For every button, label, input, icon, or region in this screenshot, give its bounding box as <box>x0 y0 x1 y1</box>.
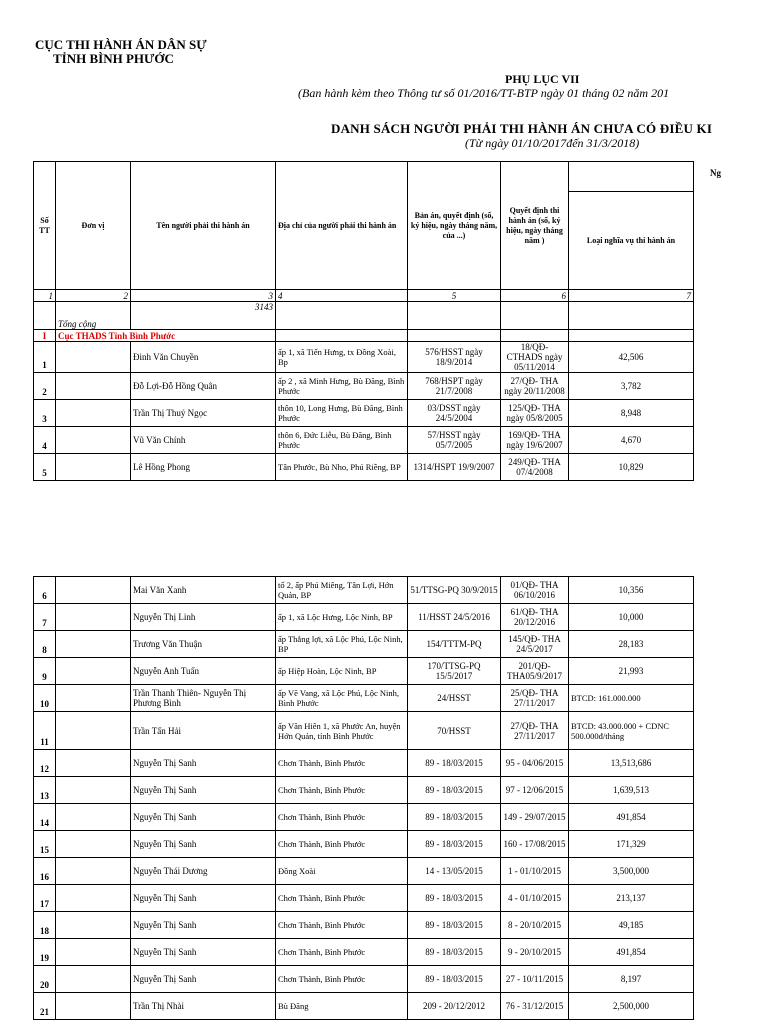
row-amount: 491,854 <box>569 939 694 966</box>
row-unit <box>56 631 131 658</box>
total-empty <box>276 302 408 330</box>
row-amount: 3,782 <box>569 373 694 400</box>
col-header-decision: Quyết định thi hành án (số, ký hiệu, ngày tháng năm ) <box>501 162 569 290</box>
row-unit <box>56 658 131 685</box>
row-unit <box>56 427 131 454</box>
row-judgment: 89 - 18/03/2015 <box>408 885 501 912</box>
row-decision: 27 - 10/11/2015 <box>501 966 569 993</box>
row-decision: 169/QĐ- THA ngày 19/6/2007 <box>501 427 569 454</box>
row-judgment: 89 - 18/03/2015 <box>408 939 501 966</box>
table-row <box>34 993 694 1020</box>
row-unit <box>56 885 131 912</box>
row-judgment: 89 - 18/03/2015 <box>408 966 501 993</box>
table-row <box>34 804 694 831</box>
row-stt: 17 <box>34 885 56 912</box>
row-decision: 61/QĐ- THA 20/12/2016 <box>501 604 569 631</box>
row-name: Nguyễn Thị Sanh <box>131 831 276 858</box>
appendix-issued-note: (Ban hành kèm theo Thông tư số 01/2016/TT-BTP ngày 01 tháng 02 năm 201 <box>298 86 670 100</box>
row-address: Chơn Thành, Bình Phước <box>276 939 408 966</box>
row-stt: 11 <box>34 712 56 750</box>
header-ng-fragment: Ng <box>710 168 721 178</box>
group-empty <box>569 330 694 342</box>
row-judgment: 03/DSST ngày 24/5/2004 <box>408 400 501 427</box>
col-number: 5 <box>408 290 501 302</box>
row-name: Trần Thị Nhài <box>131 993 276 1020</box>
row-amount: 8,948 <box>569 400 694 427</box>
row-decision: 9 - 20/10/2015 <box>501 939 569 966</box>
row-judgment: 768/HSPT ngày 21/7/2008 <box>408 373 501 400</box>
table-row <box>34 427 694 454</box>
row-name: Trần Thanh Thiên- Nguyễn Thị Phương Bình <box>131 685 276 712</box>
row-unit <box>56 342 131 373</box>
table-row <box>34 631 694 658</box>
row-decision: 149 - 29/07/2015 <box>501 804 569 831</box>
row-stt: 1 <box>34 342 56 373</box>
col-header-unit: Đơn vị <box>56 162 131 290</box>
row-decision: 76 - 31/12/2015 <box>501 993 569 1020</box>
row-amount: BTCD: 161.000.000 <box>569 685 694 712</box>
row-address: Chơn Thành, Bình Phước <box>276 966 408 993</box>
agency-name <box>35 38 207 66</box>
row-name: Nguyễn Anh Tuấn <box>131 658 276 685</box>
appendix-title: PHỤ LỤC VII <box>505 72 580 86</box>
col-number: 6 <box>501 290 569 302</box>
row-stt: 9 <box>34 658 56 685</box>
row-name: Nguyễn Thị Sanh <box>131 804 276 831</box>
row-amount: 28,183 <box>569 631 694 658</box>
table-row <box>34 912 694 939</box>
row-stt: 18 <box>34 912 56 939</box>
total-empty <box>569 302 694 330</box>
row-unit <box>56 577 131 604</box>
header-top-row <box>34 162 694 192</box>
row-unit <box>56 685 131 712</box>
row-decision: 145/QĐ- THA 24/5/2017 <box>501 631 569 658</box>
row-amount: 13,513,686 <box>569 750 694 777</box>
row-address: Chơn Thành, Bình Phước <box>276 831 408 858</box>
row-stt: 5 <box>34 454 56 481</box>
row-stt: 8 <box>34 631 56 658</box>
row-judgment: 70/HSST <box>408 712 501 750</box>
row-address: Chơn Thành, Bình Phước <box>276 885 408 912</box>
row-address: Chơn Thành, Bình Phước <box>276 750 408 777</box>
row-amount: 10,829 <box>569 454 694 481</box>
row-name: Nguyễn Thị Sanh <box>131 750 276 777</box>
row-name: Trần Thị Thuý Ngọc <box>131 400 276 427</box>
row-unit <box>56 831 131 858</box>
row-address: Chơn Thành, Bình Phước <box>276 777 408 804</box>
row-decision: 01/QĐ- THA 06/10/2016 <box>501 577 569 604</box>
row-judgment: 57/HSST ngày 05/7/2005 <box>408 427 501 454</box>
row-amount: 10,356 <box>569 577 694 604</box>
table-row <box>34 400 694 427</box>
table-row <box>34 885 694 912</box>
group-row <box>34 330 694 342</box>
agency-line-2: TỈNH BÌNH PHƯỚC <box>53 51 174 66</box>
table-row <box>34 966 694 993</box>
row-decision: 95 - 04/06/2015 <box>501 750 569 777</box>
row-amount: 213,137 <box>569 885 694 912</box>
column-number-row <box>34 290 694 302</box>
table-row <box>34 858 694 885</box>
row-address: ấp 1, xã Lộc Hưng, Lộc Ninh, BP <box>276 604 408 631</box>
row-decision: 1 - 01/10/2015 <box>501 858 569 885</box>
row-decision: 97 - 12/06/2015 <box>501 777 569 804</box>
group-empty <box>408 330 501 342</box>
row-stt: 6 <box>34 577 56 604</box>
row-stt: 21 <box>34 993 56 1020</box>
debtor-table-bottom <box>33 576 694 1020</box>
row-stt: 4 <box>34 427 56 454</box>
row-amount: 21,993 <box>569 658 694 685</box>
row-unit <box>56 373 131 400</box>
table-row <box>34 939 694 966</box>
table-row <box>34 831 694 858</box>
row-judgment: 170/TTSG-PQ 15/5/2017 <box>408 658 501 685</box>
row-stt: 3 <box>34 400 56 427</box>
row-stt: 19 <box>34 939 56 966</box>
row-unit <box>56 454 131 481</box>
total-empty <box>501 302 569 330</box>
group-index: I <box>34 330 56 342</box>
row-address: ấp 1, xã Tiến Hưng, tx Đồng Xoài, Bp <box>276 342 408 373</box>
row-judgment: 154/TTTM-PQ <box>408 631 501 658</box>
col-header-obligation: Loại nghĩa vụ thi hành án <box>569 192 694 290</box>
row-name: Nguyễn Thị Sanh <box>131 777 276 804</box>
row-unit <box>56 712 131 750</box>
col-number: 1 <box>34 290 56 302</box>
row-decision: 27/QĐ- THA 27/11/2017 <box>501 712 569 750</box>
row-name: Nguyễn Thị Linh <box>131 604 276 631</box>
row-stt: 14 <box>34 804 56 831</box>
row-judgment: 209 - 20/12/2012 <box>408 993 501 1020</box>
table-row <box>34 342 694 373</box>
row-address: Tân Phước, Bù Nho, Phú Riềng, BP <box>276 454 408 481</box>
group-empty <box>276 330 408 342</box>
row-judgment: 89 - 18/03/2015 <box>408 831 501 858</box>
col-number: 2 <box>56 290 131 302</box>
col-number: 3 <box>131 290 276 302</box>
row-amount: 3,500,000 <box>569 858 694 885</box>
row-unit <box>56 966 131 993</box>
row-stt: 10 <box>34 685 56 712</box>
table-row <box>34 658 694 685</box>
col-header-stt: Số TT <box>34 162 56 290</box>
row-name: Nguyễn Thị Sanh <box>131 885 276 912</box>
col-number: 7 <box>569 290 694 302</box>
row-decision: 125/QĐ- THA ngày 05/8/2005 <box>501 400 569 427</box>
total-row <box>34 302 694 330</box>
row-unit <box>56 400 131 427</box>
row-amount: 491,854 <box>569 804 694 831</box>
row-amount: 1,639,513 <box>569 777 694 804</box>
row-stt: 12 <box>34 750 56 777</box>
row-amount: 171,329 <box>569 831 694 858</box>
total-stt-cell <box>34 302 56 330</box>
row-decision: 27/QĐ- THA ngày 20/11/2008 <box>501 373 569 400</box>
row-amount: 8,197 <box>569 966 694 993</box>
row-name: Lê Hồng Phong <box>131 454 276 481</box>
row-address: ấp Thắng lợi, xã Lộc Phú, Lộc Ninh, BP <box>276 631 408 658</box>
row-judgment: 1314/HSPT 19/9/2007 <box>408 454 501 481</box>
document-title: DANH SÁCH NGƯỜI PHẢI THI HÀNH ÁN CHƯA CÓ ĐIỀU KI <box>331 121 713 136</box>
row-judgment: 89 - 18/03/2015 <box>408 777 501 804</box>
row-address: thôn 10, Long Hưng, Bù Đăng, Bình Phước <box>276 400 408 427</box>
col-header-group <box>569 162 694 192</box>
row-name: Đinh Văn Chuyền <box>131 342 276 373</box>
total-empty <box>408 302 501 330</box>
total-label: Tổng cộng <box>56 302 131 330</box>
row-stt: 7 <box>34 604 56 631</box>
row-address: Chơn Thành, Bình Phước <box>276 804 408 831</box>
row-name: Nguyễn Thị Sanh <box>131 939 276 966</box>
row-name: Trần Tấn Hải <box>131 712 276 750</box>
row-name: Nguyễn Thái Dương <box>131 858 276 885</box>
row-address: ấp Văn Hiên 1, xã Phước An, huyện Hớn Quản, tỉnh Bình Phước <box>276 712 408 750</box>
col-number: 4 <box>276 290 408 302</box>
row-address: ấp Vẽ Vang, xã Lộc Phú, Lộc Ninh, Bình Phước <box>276 685 408 712</box>
row-unit <box>56 750 131 777</box>
table-row <box>34 373 694 400</box>
group-empty <box>501 330 569 342</box>
row-amount: 4,670 <box>569 427 694 454</box>
table-row <box>34 712 694 750</box>
row-stt: 15 <box>34 831 56 858</box>
row-decision: 8 - 20/10/2015 <box>501 912 569 939</box>
total-value: 3143 <box>131 302 276 330</box>
row-decision: 160 - 17/08/2015 <box>501 831 569 858</box>
row-judgment: 14 - 13/05/2015 <box>408 858 501 885</box>
row-decision: 249/QĐ- THA 07/4/2008 <box>501 454 569 481</box>
table-row <box>34 577 694 604</box>
col-header-judgment: Bản án, quyết định (số, ký hiệu, ngày tháng năm, của ...) <box>408 162 501 290</box>
row-amount: BTCD: 43.000.000 + CDNC 500.000đ/tháng <box>569 712 694 750</box>
row-judgment: 576/HSST ngày 18/9/2014 <box>408 342 501 373</box>
agency-line-1: CỤC THI HÀNH ÁN DÂN SỰ <box>35 37 207 52</box>
row-decision: 201/QĐ-THA05/9/2017 <box>501 658 569 685</box>
row-address: ấp 2 , xã Minh Hưng, Bù Đăng, Bình Phước <box>276 373 408 400</box>
row-amount: 10,000 <box>569 604 694 631</box>
table-row <box>34 454 694 481</box>
row-unit <box>56 858 131 885</box>
row-judgment: 11/HSST 24/5/2016 <box>408 604 501 631</box>
row-unit <box>56 604 131 631</box>
row-unit <box>56 939 131 966</box>
row-decision: 25/QĐ- THA 27/11/2017 <box>501 685 569 712</box>
row-unit <box>56 777 131 804</box>
row-address: Đồng Xoài <box>276 858 408 885</box>
row-unit <box>56 993 131 1020</box>
col-header-name: Tên người phải thi hành án <box>131 162 276 290</box>
document-period: (Từ ngày 01/10/2017đến 31/3/2018) <box>465 136 640 150</box>
row-name: Mai Văn Xanh <box>131 577 276 604</box>
row-amount: 42,506 <box>569 342 694 373</box>
row-judgment: 89 - 18/03/2015 <box>408 912 501 939</box>
row-name: Trương Văn Thuận <box>131 631 276 658</box>
table-row <box>34 777 694 804</box>
row-stt: 2 <box>34 373 56 400</box>
row-stt: 16 <box>34 858 56 885</box>
row-amount: 49,185 <box>569 912 694 939</box>
row-address: thôn 6, Đức Liễu, Bù Đăng, Bình Phước <box>276 427 408 454</box>
row-address: ấp Hiệp Hoàn, Lộc Ninh, BP <box>276 658 408 685</box>
group-name: Cục THADS Tỉnh Bình Phước <box>56 330 276 342</box>
table-row <box>34 604 694 631</box>
row-unit <box>56 912 131 939</box>
row-name: Đỗ Lợi-Đỗ Hồng Quân <box>131 373 276 400</box>
row-amount: 2,500,000 <box>569 993 694 1020</box>
debtor-table-top <box>33 161 694 481</box>
row-stt: 13 <box>34 777 56 804</box>
table-row <box>34 685 694 712</box>
row-name: Vũ Văn Chính <box>131 427 276 454</box>
row-judgment: 51/TTSG-PQ 30/9/2015 <box>408 577 501 604</box>
row-judgment: 24/HSST <box>408 685 501 712</box>
table-row <box>34 750 694 777</box>
col-header-address: Địa chỉ của người phải thi hành án <box>276 162 408 290</box>
row-judgment: 89 - 18/03/2015 <box>408 750 501 777</box>
row-address: Chơn Thành, Bình Phước <box>276 912 408 939</box>
row-decision: 4 - 01/10/2015 <box>501 885 569 912</box>
row-decision: 18/QĐ-CTHADS ngày 05/11/2014 <box>501 342 569 373</box>
row-unit <box>56 804 131 831</box>
row-address: Bù Đăng <box>276 993 408 1020</box>
row-name: Nguyễn Thị Sanh <box>131 912 276 939</box>
row-address: tổ 2, ấp Phú Miêng, Tân Lợi, Hớn Quản, BP <box>276 577 408 604</box>
row-stt: 20 <box>34 966 56 993</box>
row-name: Nguyễn Thị Sanh <box>131 966 276 993</box>
row-judgment: 89 - 18/03/2015 <box>408 804 501 831</box>
